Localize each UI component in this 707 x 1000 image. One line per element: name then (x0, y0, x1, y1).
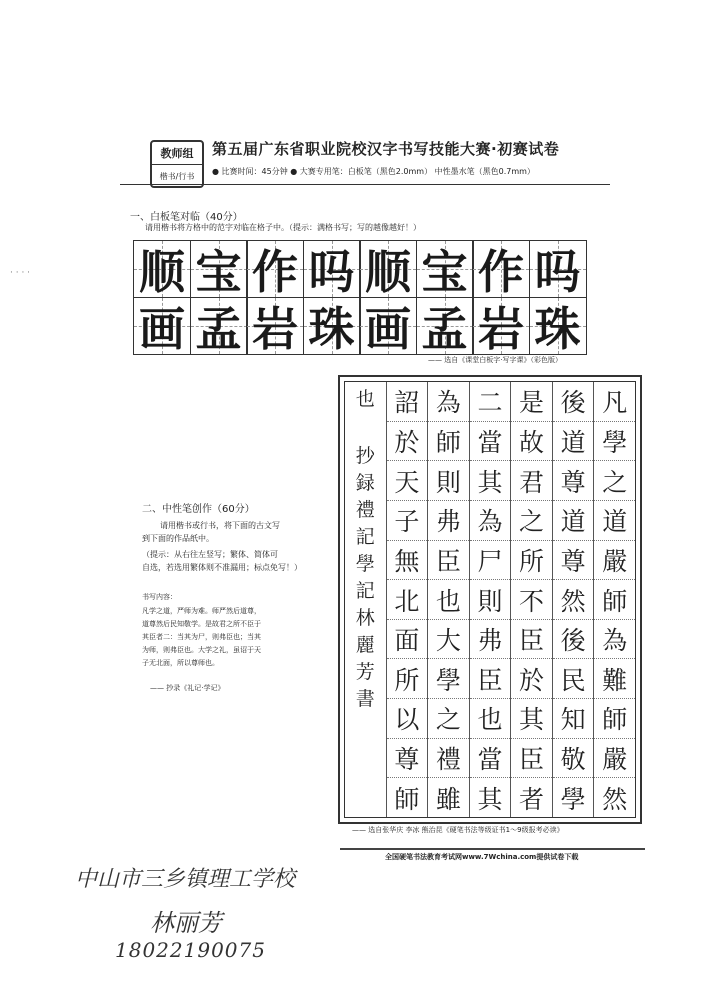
work-character: 尊 (553, 461, 594, 501)
work-character: 尸 (470, 541, 511, 581)
copy-cell (359, 240, 417, 298)
copy-cell (416, 240, 474, 298)
work-character: 以 (387, 699, 428, 739)
work-character: 為 (470, 501, 511, 541)
work-character: 北 (387, 580, 428, 620)
work-character: 大 (428, 620, 469, 660)
work-character: 臣 (428, 541, 469, 581)
work-character: 詔 (387, 382, 428, 422)
work-character: 天 (387, 461, 428, 501)
work-character: 後 (553, 620, 594, 660)
copy-grid (133, 240, 585, 355)
work-character: 所 (387, 659, 428, 699)
section2-tip-1: （提示：从右往左竖写；繁体、简体可 (142, 550, 278, 559)
copy-cell (246, 297, 304, 355)
copy-cell (190, 240, 248, 298)
model-character: 孟 (421, 301, 468, 356)
work-character: 道 (553, 501, 594, 541)
work-column (386, 382, 428, 817)
model-character: 吗 (308, 245, 355, 299)
work-character: 臣 (470, 659, 511, 699)
work-character: 子 (387, 501, 428, 541)
copy-grid-row-2 (133, 297, 585, 355)
work-character: 之 (428, 699, 469, 739)
work-character: 弗 (470, 620, 511, 660)
copy-grid-row-1 (133, 240, 585, 298)
copy-cell (416, 297, 474, 355)
model-character: 珠 (534, 301, 581, 356)
work-character: 嚴 (594, 541, 635, 581)
work-character: 禮 (428, 739, 469, 779)
signature-character: 録 (355, 472, 375, 494)
website-note: 全国硬笔书法教育考试网www.7Wchina.com提供试卷下载 (385, 853, 579, 861)
scan-dots: · · · · (10, 268, 31, 278)
text-attribution: —— 抄录《礼记·学记》 (150, 684, 225, 692)
handwritten-phone: 18022190075 (115, 938, 266, 962)
handwritten-name: 林丽芳 (150, 909, 222, 937)
handwritten-school: 中山市三乡镇理工学校 (75, 867, 296, 892)
work-character: 於 (511, 659, 552, 699)
section1-instruction: 请用楷书将方格中的范字对临在格子中。（提示：满格书写；写的越像越好！） (145, 223, 421, 232)
signature-character: 記 (355, 526, 375, 548)
text-line: 凡学之道，严师为难。师严然后道尊， (142, 607, 261, 615)
signature-character: 禮 (355, 499, 375, 521)
copy-cell (303, 240, 361, 298)
work-character: 學 (594, 422, 635, 462)
final-character: 也 (355, 388, 375, 410)
work-character: 道 (553, 422, 594, 462)
work-character: 其 (470, 461, 511, 501)
work-character: 其 (477, 784, 503, 814)
work-character: 凡 (594, 382, 635, 422)
model-character: 珠 (308, 301, 355, 356)
work-character: 故 (511, 422, 552, 462)
work-character: 也 (428, 580, 469, 620)
work-character: 二 (470, 382, 511, 422)
model-character: 画 (365, 301, 411, 356)
work-character: 所 (511, 541, 552, 581)
signature-character: 林 (355, 607, 375, 629)
work-character: 其 (511, 699, 552, 739)
work-character: 雖 (435, 784, 461, 814)
copy-cell (246, 240, 304, 298)
copy-cell (529, 240, 587, 298)
work-character: 後 (553, 382, 594, 422)
header-divider (120, 184, 610, 185)
work-character: 學 (428, 659, 469, 699)
work-character: 知 (553, 699, 594, 739)
work-paper (338, 375, 642, 824)
model-character: 画 (139, 301, 185, 356)
model-character: 岩 (478, 301, 524, 356)
work-character: 尊 (387, 739, 428, 779)
work-character: 師 (594, 699, 635, 739)
badge-top-label: 教师组 (152, 142, 202, 165)
exam-title: 第五届广东省职业院校汉字书写技能大赛·初赛试卷 (212, 140, 560, 158)
work-character: 無 (387, 541, 428, 581)
model-character: 岩 (252, 301, 298, 356)
work-character: 然 (553, 580, 594, 620)
copy-cell (133, 297, 191, 355)
model-character: 孟 (195, 301, 242, 356)
copy-cell (190, 297, 248, 355)
work-character: 臣 (511, 620, 552, 660)
copy-cell (472, 297, 530, 355)
work-character: 不 (511, 580, 552, 620)
work-column (427, 382, 469, 817)
work-character: 道 (594, 501, 635, 541)
signature-character: 書 (355, 688, 375, 710)
classical-text (142, 605, 261, 670)
work-column (469, 382, 511, 817)
work-character: 為 (428, 382, 469, 422)
work-column (593, 382, 635, 817)
work-character: 之 (594, 461, 635, 501)
section2-instruction-2: 到下面的作品纸中。 (142, 534, 214, 543)
signature-character: 抄 (355, 445, 375, 467)
work-character: 則 (428, 461, 469, 501)
work-column (510, 382, 552, 817)
section2-heading: 二、中性笔创作（60分） (142, 504, 255, 515)
signature-character: 學 (355, 553, 375, 575)
work-character: 當 (470, 422, 511, 462)
section1-heading: 一、白板笔对临（40分） (130, 212, 243, 223)
work-grid (344, 381, 636, 818)
work-character: 敬 (553, 739, 594, 779)
signature-column (345, 382, 386, 817)
footer-divider (340, 848, 645, 850)
section2-instruction-1: 请用楷书或行书，将下面的古文写 (160, 521, 280, 530)
work-character: 弗 (428, 501, 469, 541)
work-character: 者 (519, 784, 545, 814)
work-character: 於 (387, 422, 428, 462)
work-character: 是 (511, 382, 552, 422)
text-line: 为师，则弗臣也。大学之礼，虽诏于天 (142, 646, 261, 654)
section1-source: —— 选自《课堂白板字·写字课》（彩色版） (428, 356, 562, 364)
work-character: 學 (560, 784, 586, 814)
copy-cell (303, 297, 361, 355)
text-line: 其臣者二：当其为尸，则弗臣也；当其 (142, 633, 261, 641)
work-source: —— 选自张华庆 李冰 熊治昆《硬笔书法等级证书1～9级报考必读》 (352, 826, 564, 834)
work-character: 師 (594, 580, 635, 620)
work-character: 之 (511, 501, 552, 541)
model-character: 宝 (421, 245, 468, 299)
work-character: 當 (470, 739, 511, 779)
work-character: 師 (428, 422, 469, 462)
copy-cell (529, 297, 587, 355)
text-line: 子无北面，所以尊师也。 (142, 659, 219, 667)
model-character: 宝 (195, 245, 242, 299)
work-character: 面 (387, 620, 428, 660)
signature-character: 芳 (355, 661, 375, 683)
signature-character: 記 (355, 580, 375, 602)
work-character: 也 (470, 699, 511, 739)
copy-cell (472, 240, 530, 298)
work-character: 民 (553, 659, 594, 699)
exam-subtitle: ● 比赛时间：45分钟 ● 大赛专用笔：白板笔（黑色2.0mm） 中性墨水笔（黑色0.7mm） (212, 167, 535, 176)
text-line: 道尊然后民知敬学。是故君之所不臣于 (142, 620, 261, 628)
copy-cell (359, 297, 417, 355)
group-badge (150, 140, 204, 188)
work-column (552, 382, 594, 817)
work-character: 嚴 (594, 739, 635, 779)
work-character: 然 (602, 784, 628, 814)
work-character: 難 (594, 659, 635, 699)
work-character: 師 (394, 784, 420, 814)
work-character: 君 (511, 461, 552, 501)
model-character: 顺 (139, 245, 185, 299)
work-character: 臣 (511, 739, 552, 779)
model-character: 吗 (534, 245, 581, 299)
section2-tip-2: 自选，若选用繁体则不准漏用；标点免写！） (142, 563, 302, 572)
signature-character: 麗 (355, 634, 375, 656)
work-character: 則 (470, 580, 511, 620)
work-character: 尊 (553, 541, 594, 581)
content-label: 书写内容： (142, 593, 177, 601)
model-character: 作 (252, 245, 298, 299)
model-character: 顺 (365, 245, 411, 299)
model-character: 作 (478, 245, 524, 299)
copy-cell (133, 240, 191, 298)
work-character: 為 (594, 620, 635, 660)
badge-bottom-label: 楷书/行书 (159, 171, 195, 181)
